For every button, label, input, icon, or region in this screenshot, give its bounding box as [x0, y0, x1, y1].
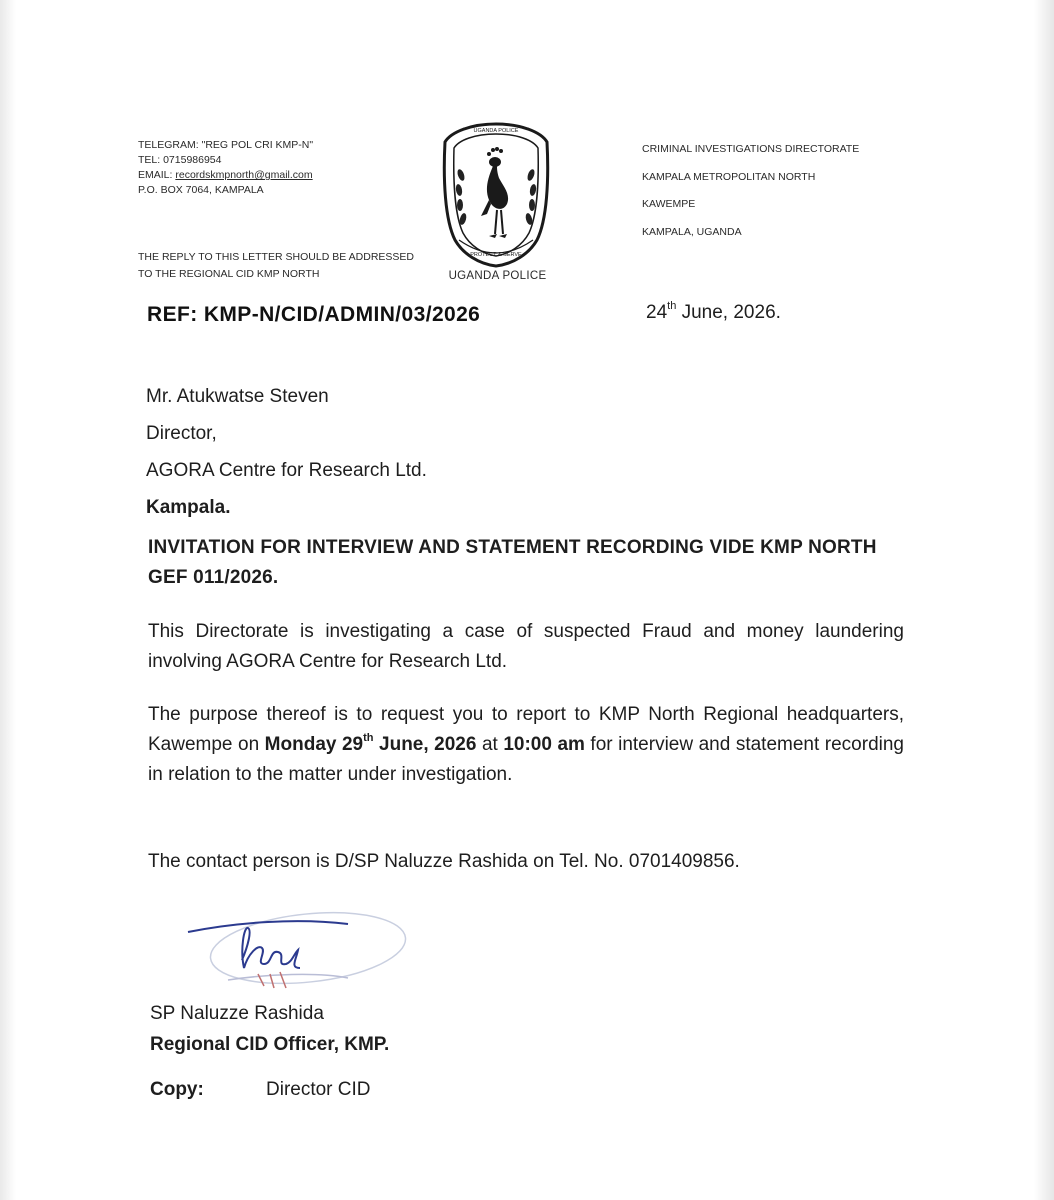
- para2-text-b: at: [476, 734, 504, 755]
- po-box-line: P.O. BOX 7064, KAMPALA: [138, 184, 264, 196]
- email-line: [138, 168, 313, 183]
- letter-date: [646, 299, 781, 324]
- telegram-line: TELEGRAM: "REG POL CRI KMP-N": [138, 139, 314, 151]
- appointment-day-suffix: th: [363, 731, 374, 744]
- addressee-organization: AGORA Centre for Research Ltd.: [146, 460, 427, 481]
- directorate-address-block: [642, 136, 859, 246]
- tel-line: TEL: 0715986954: [138, 154, 222, 166]
- signatory-title: Regional CID Officer, KMP.: [150, 1034, 390, 1055]
- page-edge-shadow-right: [1034, 0, 1054, 1200]
- appointment-date: [264, 731, 477, 755]
- date-suffix: th: [667, 299, 677, 312]
- directorate-line: KAMPALA METROPOLITAN NORTH: [642, 170, 816, 183]
- date-day: 24: [646, 302, 668, 323]
- crest-motto: PROTECT & SERVE: [470, 252, 522, 258]
- reply-note: THE REPLY TO THIS LETTER SHOULD BE ADDRESSED TO THE REGIONAL CID KMP NORTH: [138, 251, 414, 280]
- email-label: EMAIL:: [138, 169, 173, 181]
- addressee-title: Director,: [146, 423, 217, 444]
- directorate-line: KAWEMPE: [642, 198, 696, 210]
- para2-text-a: The purpose thereof is to request you to report to KMP North Regional headquarters, Kawempe on: [148, 704, 904, 755]
- directorate-line: CRIMINAL INVESTIGATIONS DIRECTORATE: [642, 143, 860, 155]
- body-paragraph-2: [148, 700, 904, 790]
- copy-label: Copy:: [150, 1079, 204, 1100]
- reference-number: REF: KMP-N/CID/ADMIN/03/2026: [147, 303, 481, 326]
- addressee-name: Mr. Atukwatse Steven: [146, 386, 329, 407]
- addressee-block: [146, 378, 427, 526]
- addressee-city: Kampala.: [146, 497, 231, 518]
- email-link[interactable]: recordskmpnorth@gmail.com: [175, 169, 313, 181]
- letterhead-contact-block: [138, 138, 313, 198]
- page-edge-shadow-left: [0, 0, 16, 1200]
- appointment-day: Monday 29: [264, 734, 364, 755]
- appointment-time: 10:00 am: [503, 734, 585, 755]
- uganda-police-crest-icon: [437, 120, 555, 270]
- crest-ring-text: UGANDA POLICE: [473, 128, 519, 134]
- signature-stamp-icon: [178, 910, 418, 1010]
- letter-subject: INVITATION FOR INTERVIEW AND STATEMENT RECORDING VIDE KMP NORTH GEF 011/2026.: [148, 537, 877, 588]
- crest-caption: UGANDA POLICE: [448, 270, 547, 282]
- appointment-date-rest: June, 2026: [373, 734, 477, 755]
- body-paragraph-3: The contact person is D/SP Naluzze Rashida on Tel. No. 0701409856.: [148, 851, 740, 872]
- directorate-line: KAMPALA, UGANDA: [642, 225, 742, 238]
- signatory-name: SP Naluzze Rashida: [150, 1003, 324, 1024]
- body-paragraph-1: This Directorate is investigating a case of suspected Fraud and money laundering involving AGORA Centre for Research Ltd.: [148, 621, 904, 672]
- copy-recipient: Director CID: [266, 1079, 371, 1100]
- date-rest: June, 2026.: [676, 302, 781, 323]
- para2-text-c: for interview and statement recording in relation to the matter under investigation.: [148, 734, 904, 785]
